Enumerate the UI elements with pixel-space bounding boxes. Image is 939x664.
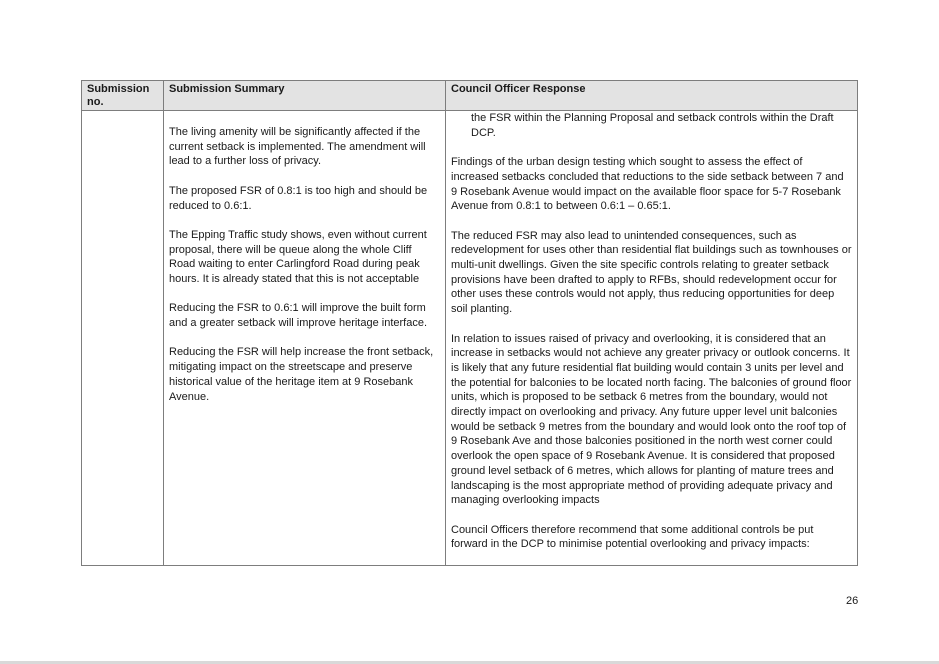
table-row xyxy=(82,111,858,566)
council-response-cell xyxy=(446,111,858,566)
summary-paragraph: Reducing the FSR to 0.6:1 will improve the built form and a greater setback will improve heritage interface. xyxy=(169,302,428,330)
submission-summary-cell xyxy=(164,111,446,566)
submission-no-cell xyxy=(82,111,164,566)
table-header-row xyxy=(82,81,858,111)
header-council-officer-response: Council Officer Response xyxy=(446,81,858,111)
header-submission-summary: Submission Summary xyxy=(164,81,446,111)
submissions-table xyxy=(81,80,858,566)
response-continuation: the FSR within the Planning Proposal and setback controls within the Draft DCP. xyxy=(471,112,834,139)
page-number: 26 xyxy=(846,595,859,607)
response-paragraph: In relation to issues raised of privacy and overlooking, it is considered that an increase in setbacks would not achieve any greater privacy or outlook concerns. It is likely that any future residential flat building would contain 3 units per level and the potential for balconies to be located north facing. The balconies of ground floor units, which is proposed to be setback 6 metres from the boundary, would not directly impact on overlooking and privacy. Any future upper level unit balconies would be setback 9 metres from the boundary and would look onto the roof top of 9 Rosebank Ave and those balconies positioned in the north west corner could overlook the open space of 9 Rosebank Avenue. It is considered that proposed ground level setback of 6 metres, which allows for planting of mature trees and landscaping is the most appropriate method of providing adequate privacy and managing overlooking impacts xyxy=(451,332,852,507)
response-paragraph: Council Officers therefore recommend that some additional controls be put forward in the DCP to minimise potential overlooking and privacy impacts: xyxy=(451,523,814,551)
summary-paragraph: The Epping Traffic study shows, even without current proposal, there will be queue along the whole Cliff Road waiting to enter Carlingford Road during peak hours. It is already stated that this is not acceptable xyxy=(169,228,427,285)
response-paragraph: Findings of the urban design testing which sought to assess the effect of increased setbacks concluded that reductions to the side setback between 7 and 9 Rosebank Avenue would impact on the available floor space for 5-7 Rosebank Avenue from 0.8:1 to between 0.6:1 – 0.65:1. xyxy=(451,156,844,213)
summary-paragraph: Reducing the FSR will help increase the front setback, mitigating impact on the streetscape and preserve historical value of the heritage item at 9 Rosebank Avenue. xyxy=(169,346,434,403)
header-submission-no: Submission no. xyxy=(82,81,164,111)
response-paragraph: The reduced FSR may also lead to unintended consequences, such as redevelopment for uses other than residential flat buildings such as townhouses or multi-unit dwellings. Given the site specific controls relating to greater setback provisions have been drafted to apply to RFBs, should redevelopment occur for other uses these controls would not apply, thus reducing opportunities for deep soil planting. xyxy=(451,229,852,316)
summary-paragraph: The living amenity will be significantly affected if the current setback is implemented. The amendment will lead to a further loss of privacy. xyxy=(169,126,426,168)
summary-paragraph: The proposed FSR of 0.8:1 is too high and should be reduced to 0.6:1. xyxy=(169,184,428,212)
